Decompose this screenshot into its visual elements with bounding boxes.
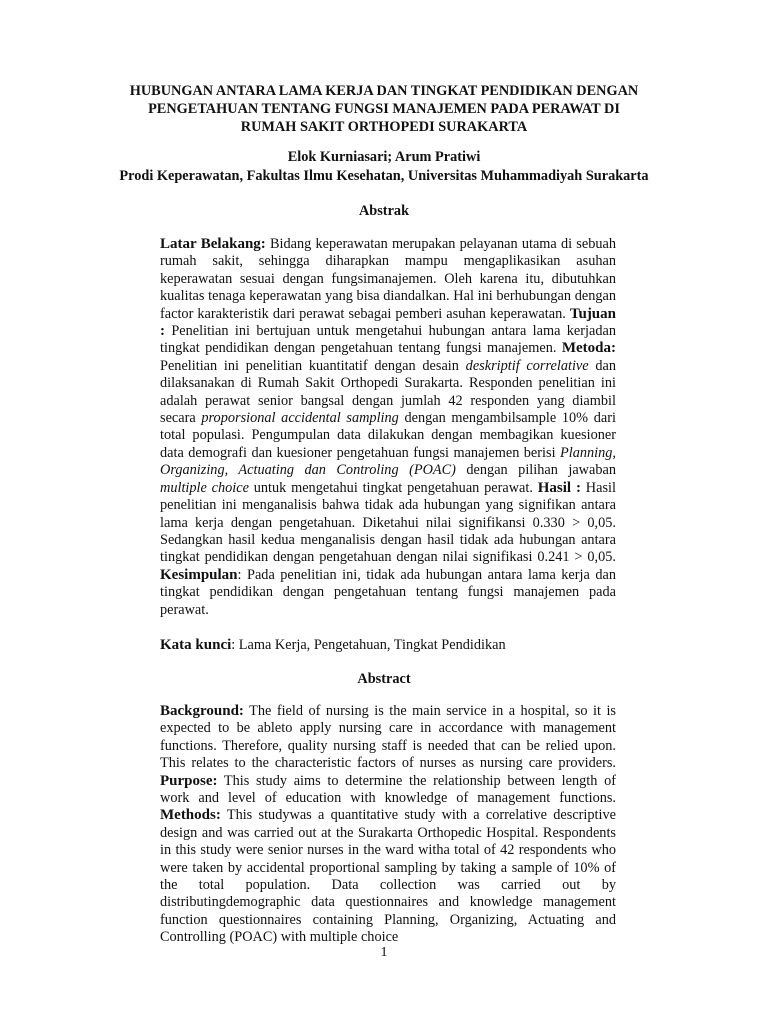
metoda-text: dengan pilihan jawaban <box>455 462 616 479</box>
kesimpulan-text: : Pada penelitian ini, tidak ada hubungan antara lama kerja dan tingkat pendidikan dengan pengetahuan tentang fungsi manajemen pada perawat. <box>160 566 616 618</box>
background-label: Background: <box>160 703 244 719</box>
keywords-label: Kata kunci <box>160 637 232 653</box>
hasil-label: Hasil : <box>537 479 581 496</box>
author-names: Elok Kurniasari; Arum Pratiwi <box>287 149 481 165</box>
title-line: PENGETAHUAN TENTANG FUNGSI MANAJEMEN PADA PERAWAT DI <box>148 101 620 117</box>
abstrak-paragraph <box>160 236 616 619</box>
purpose-text: This study aims to determine the relationship between length of work and level of education with knowledge of management functions. <box>160 772 616 807</box>
title-line: RUMAH SAKIT ORTHOPEDI SURAKARTA <box>240 119 528 135</box>
metoda-text: untuk mengetahui tingkat pengetahuan perawat. <box>248 479 538 496</box>
abstract-paragraph <box>160 703 616 947</box>
keywords-text: : Lama Kerja, Pengetahuan, Tingkat Pendidikan <box>231 637 506 653</box>
keywords <box>160 637 616 654</box>
background-text: The field of nursing is the main service in a hospital, so it is expected to be ableto apply nursing care in accordance with management functions. Therefore, quality nursing staff is needed that can be relied upon. This relates to the characteristic factors of nurses as nursing care providers. <box>160 703 616 772</box>
page-number: 1 <box>380 945 388 960</box>
methods-label: Methods: <box>160 807 221 824</box>
author-block <box>40 148 728 186</box>
kesimpulan-label: Kesimpulan <box>160 566 238 583</box>
purpose-label: Purpose: <box>160 772 218 789</box>
abstrak-heading: Abstrak <box>358 203 410 219</box>
metoda-italic: proporsional accidental sampling <box>201 410 399 427</box>
metoda-text: Penelitian ini penelitian kuantitatif dengan desain <box>160 357 466 374</box>
title-line: HUBUNGAN ANTARA LAMA KERJA DAN TINGKAT PENDIDIKAN DENGAN <box>129 83 639 99</box>
metoda-label: Metoda: <box>561 340 616 357</box>
paper-title <box>80 82 688 136</box>
methods-text: This studywas a quantitative study with a correlative descriptive design and was carried out at the Surakarta Orthopedic Hospital. Respondents in this study were senior nurses in the ward witha total of 42 respondents who were taken by accidental proportional sampling by taking a sample of 10% of the total population. Data collection was carried out by distributingdemographic data questionnaires and knowledge management function questionnaires containing Planning, Organizing, Actuating and Controlling (POAC) with multiple choice <box>160 807 616 946</box>
tujuan-label: Tujuan : <box>160 305 616 340</box>
hasil-text: Hasil penelitian ini menganalisis bahwa tidak ada hubungan yang signifikan antara lama kerja dengan pengetahuan. Diketahui nilai signifikansi 0.330 > 0,05. Sedangkan hasil kedua menganalisis dengan hasil tidak ada hubungan antara tingkat pendidikan dengan pengetahuan dengan nilai signifikasi 0.241 > 0,05. <box>160 479 616 566</box>
latar-label: Latar Belakang: <box>160 236 266 252</box>
metoda-italic: Planning, Organizing, Actuating dan Controling (POAC) <box>160 444 616 479</box>
latar-text: Bidang keperawatan merupakan pelayanan utama di sebuah rumah sakit, sehingga diharapkan mampu mengaplikasikan asuhan keperawatan sesuai dengan fungsimanajemen. Oleh karena itu, dibutuhkan kualitas tenaga keperawatan yang bisa diandalkan. Hal ini berhubungan dengan factor karakteristik dari perawat sebagai pemberi asuhan keperawatan. <box>160 236 616 322</box>
metoda-italic: multiple choice <box>160 479 249 496</box>
metoda-italic: deskriptif correlative <box>465 357 589 374</box>
metoda-text: dengan mengambilsample 10% dari total populasi. Pengumpulan data dilakukan dengan membagikan kuesioner data demografi dan kuesioner pengetahuan fungsi manajemen berisi <box>160 410 616 461</box>
metoda-text: dan dilaksanakan di Rumah Sakit Orthopedi Surakarta. Responden penelitian ini adalah perawat senior bangsal dengan jumlah 42 responden yang diambil secara <box>160 357 617 427</box>
author-affiliation: Prodi Keperawatan, Fakultas Ilmu Kesehatan, Universitas Muhammadiyah Surakarta <box>119 168 649 184</box>
tujuan-text: Penelitian ini bertujuan untuk mengetahui hubungan antara lama kerjadan tingkat pendidikan dengan pengetahuan tentang fungsi manajemen. <box>160 323 616 357</box>
abstract-heading: Abstract <box>357 671 411 687</box>
